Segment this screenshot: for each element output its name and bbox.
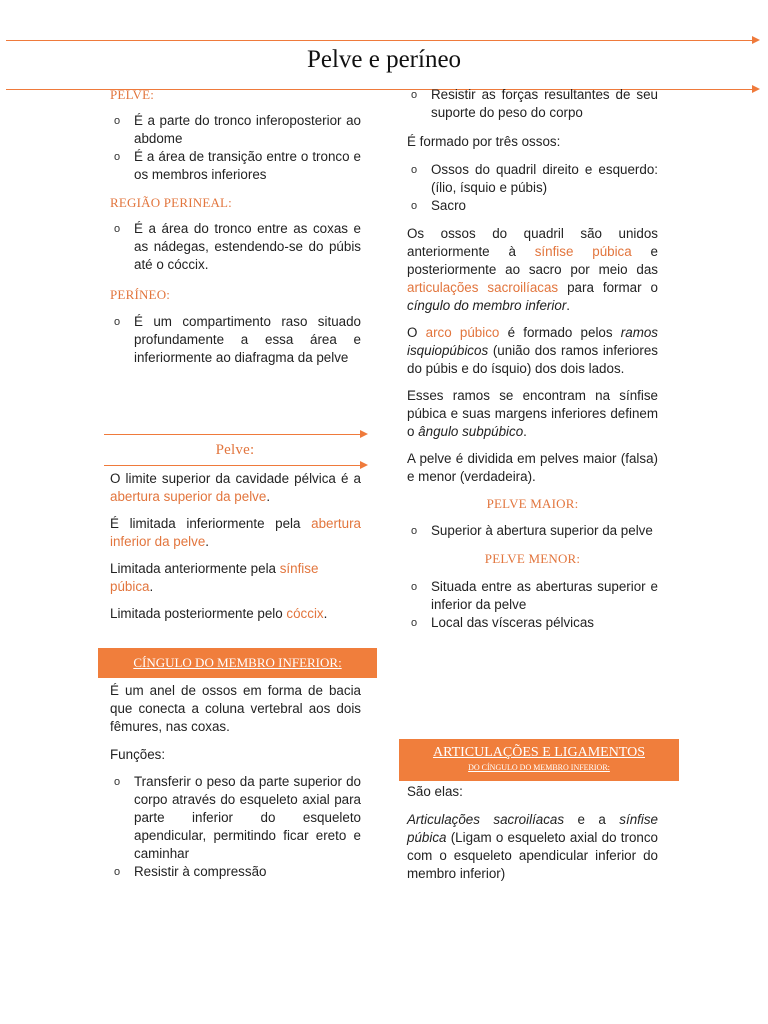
list-item: o Sacro (411, 198, 466, 213)
pelve-arrow-top (104, 434, 366, 435)
bullet-icon: o (411, 617, 418, 629)
continued-list (385, 86, 658, 122)
pelve-section-heading: Pelve: (215, 442, 255, 458)
pelve-maior-list (385, 522, 658, 540)
list-item: o Situada entre as aberturas superior e inferior da pelve (411, 579, 658, 612)
bullet-icon: o (411, 581, 418, 593)
list-item: o É a parte do tronco inferoposterior ao abdome (114, 113, 361, 146)
arrow-head-icon (752, 36, 760, 44)
bullet-icon: o (114, 316, 121, 328)
pelve-arrow-bottom (104, 465, 366, 466)
bullet-icon: o (114, 115, 121, 127)
regiao-list (88, 220, 361, 274)
cingulo-banner-label: CÍNGULO DO MEMBRO INFERIOR: (133, 655, 342, 670)
list-item: o Resistir à compressão (114, 864, 267, 879)
top-arrow-line (6, 40, 758, 41)
funcoes-list (88, 773, 361, 881)
bullet-icon: o (114, 776, 121, 788)
divisao-paragraph: A pelve é dividida em pelves maior (falsa) e menor (verdadeira). (407, 451, 658, 484)
pelve-maior-heading: PELVE MAIOR: (486, 496, 579, 511)
list-item: o Local das vísceras pélvicas (411, 615, 594, 630)
articulacoes-banner-subtitle: DO CÍNGULO DO MEMBRO INFERIOR: (468, 763, 610, 772)
bullet-icon: o (411, 525, 418, 537)
pelve-heading: PELVE: (110, 87, 155, 102)
arrow-head-icon (752, 85, 760, 93)
cingulo-banner (98, 648, 377, 678)
bullet-icon: o (411, 200, 418, 212)
arco-paragraph: O arco púbico é formado pelos ramos isquiopúbicos (união dos ramos inferiores do púbis e do ísquio) dos dois lados. (407, 325, 659, 376)
arrow-head-icon (360, 430, 368, 438)
articulacoes-section (407, 783, 658, 883)
list-item: o Transferir o peso da parte superior do corpo através do esqueleto axial para parte inferior do esqueleto apendicular, permitindo ficar ereto e caminhar (114, 774, 361, 861)
bullet-icon: o (114, 223, 121, 235)
bullet-icon: o (114, 866, 121, 878)
funcoes-label: Funções: (110, 747, 166, 762)
regiao-perineal-heading: REGIÃO PERINEAL: (110, 195, 232, 210)
articulacoes-banner (399, 739, 679, 781)
bullet-icon: o (411, 164, 418, 176)
list-item: o Resistir as forças resultantes de seu suporte do peso do corpo (411, 87, 658, 120)
pelve-list (88, 112, 361, 184)
list-item: o É a área de transição entre o tronco e os membros inferiores (114, 149, 361, 182)
formado-label: É formado por três ossos: (407, 134, 561, 149)
sao-elas-label: São elas: (407, 784, 463, 799)
page-title: Pelve e períneo (306, 46, 462, 73)
list-item: o É um compartimento raso situado profundamente a essa área e inferiormente ao diafragma da pelve (114, 314, 361, 365)
limite-anterior-text: Limitada anteriormente pela sínfise púbica. (110, 561, 319, 594)
limite-posterior-text: Limitada posteriormente pelo cóccix. (110, 606, 328, 621)
left-column (110, 86, 361, 367)
cingulo-definition: É um anel de ossos em forma de bacia que conecta a coluna vertebral aos dois fêmures, nas coxas. (110, 683, 361, 734)
pelve-menor-heading: PELVE MENOR: (484, 551, 581, 566)
left-column-lower (110, 470, 361, 623)
articulacoes-paragraph: Articulações sacroilíacas e a sínfise púbica (Ligam o esqueleto axial do tronco com o esqueleto apendicular inferior do membro inferior) (407, 812, 658, 881)
perineo-heading: PERÍNEO: (110, 287, 171, 302)
list-item: o Ossos do quadril direito e esquerdo: (ílio, ísquio e púbis) (411, 162, 658, 195)
pelve-menor-list (385, 578, 658, 632)
bullet-icon: o (411, 89, 418, 101)
list-item: o Superior à abertura superior da pelve (411, 523, 653, 538)
limite-superior-text: O limite superior da cavidade pélvica é a abertura superior da pelve. (110, 471, 361, 504)
bullet-icon: o (114, 151, 121, 163)
list-item: o É a área do tronco entre as coxas e as nádegas, estendendo-se do púbis até o cóccix. (114, 221, 361, 272)
limite-inferior-text: É limitada inferiormente pela abertura inferior da pelve. (110, 516, 361, 549)
arrow-head-icon (360, 461, 368, 469)
ossos-paragraph: Os ossos do quadril são unidos anteriormente à sínfise púbica e posteriormente ao sacro por meio das articulações sacroilíacas para formar o cíngulo do membro inferior. (407, 226, 658, 313)
right-column (407, 86, 658, 632)
articulacoes-banner-title: ARTICULAÇÕES E LIGAMENTOS (432, 745, 645, 760)
ramos-paragraph: Esses ramos se encontram na sínfise púbica e suas margens inferiores definem o ângulo subpúbico. (407, 388, 658, 439)
perineo-list (88, 313, 361, 367)
cingulo-section (110, 682, 361, 881)
ossos-list (385, 161, 658, 215)
